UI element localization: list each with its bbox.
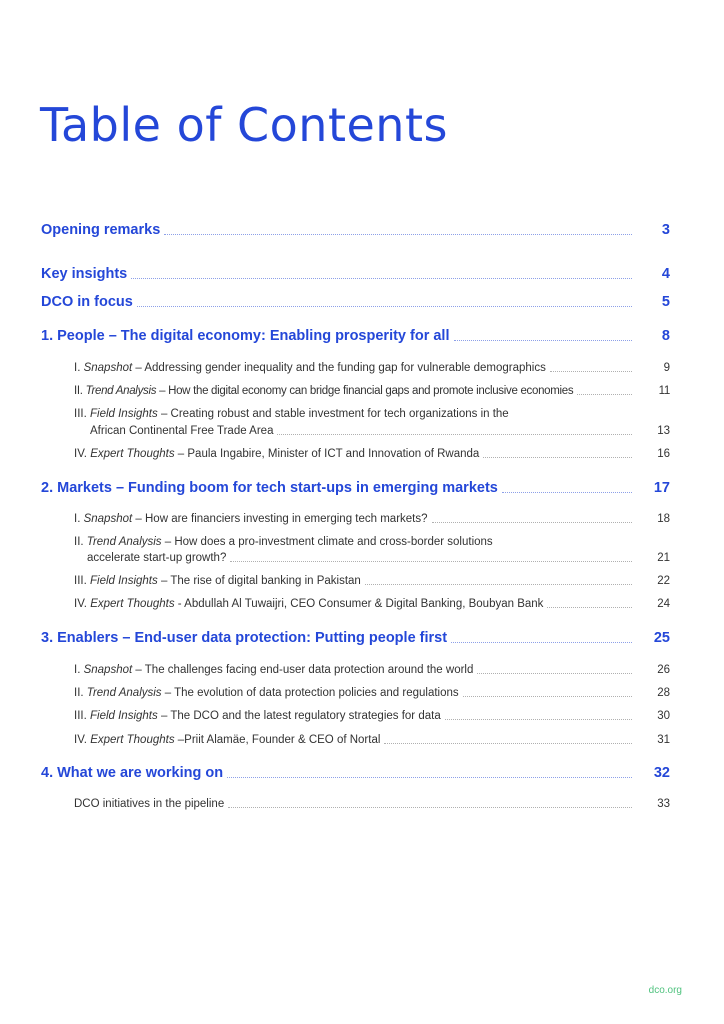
toc-page-number: 26 [657, 664, 670, 676]
toc-subentry-3-4[interactable] [74, 734, 670, 746]
toc-entry-label: Opening remarks [41, 222, 161, 238]
toc-page-number: 13 [657, 425, 670, 437]
dot-leader [277, 434, 632, 435]
toc-page-number: 33 [657, 798, 670, 810]
toc-entry-label: I. Snapshot – The challenges facing end-user data protection around the world [74, 664, 474, 676]
toc-subentry-2-4[interactable] [74, 598, 670, 610]
toc-subentry-3-1[interactable] [74, 664, 670, 676]
toc-subentry-3-2[interactable] [74, 687, 670, 699]
dot-leader [454, 340, 633, 341]
toc-entry-label: DCO initiatives in the pipeline [74, 798, 225, 810]
toc-page-number: 25 [653, 630, 670, 646]
toc-page-number: 31 [657, 734, 670, 746]
toc-page-number: 5 [661, 294, 670, 310]
toc-subentry-1-2[interactable] [74, 385, 670, 397]
toc-subentry-2-2[interactable] [87, 552, 670, 564]
dot-leader [230, 561, 632, 562]
toc-entry-key-insights[interactable] [41, 266, 670, 282]
toc-section-1[interactable] [41, 328, 670, 344]
toc-entry-dco-in-focus[interactable] [41, 294, 670, 310]
toc-page-number: 32 [653, 765, 670, 781]
toc-subentry-2-1[interactable] [74, 513, 670, 525]
toc-entry-opening-remarks[interactable] [41, 222, 670, 238]
dot-leader [164, 234, 632, 235]
toc-page-number: 9 [663, 362, 670, 374]
page-title: Table of Contents [40, 98, 448, 152]
toc-page-number: 11 [658, 385, 670, 397]
dot-leader [577, 394, 632, 395]
toc-section-4[interactable] [41, 765, 670, 781]
toc-entry-label: I. Snapshot – Addressing gender inequality and the funding gap for vulnerable demographics [74, 362, 546, 374]
toc-subentry-1-3[interactable] [90, 425, 670, 437]
toc-subentry-3-3[interactable] [74, 710, 670, 722]
toc-page-number: 16 [657, 448, 670, 460]
toc-subentry-2-2-line1[interactable]: II. Trend Analysis – How does a pro-investment climate and cross-border solutions [74, 536, 493, 548]
dot-leader [547, 607, 632, 608]
toc-entry-label: IV. Expert Thoughts – Paula Ingabire, Minister of ICT and Innovation of Rwanda [74, 448, 480, 460]
toc-page-number: 24 [657, 598, 670, 610]
toc-subentry-1-1[interactable] [74, 362, 670, 374]
toc-subentry-4-1[interactable] [74, 798, 670, 810]
toc-entry-label: I. Snapshot – How are financiers investing in emerging tech markets? [74, 513, 428, 525]
toc-page-number: 22 [657, 575, 670, 587]
toc-page-number: 30 [657, 710, 670, 722]
toc-entry-label: DCO in focus [41, 294, 133, 310]
toc-entry-label: IV. Expert Thoughts - Abdullah Al Tuwaijri, CEO Consumer & Digital Banking, Boubyan Bank [74, 598, 544, 610]
toc-entry-label: III. Field Insights – The DCO and the latest regulatory strategies for data [74, 710, 441, 722]
dot-leader [483, 457, 632, 458]
dot-leader [463, 696, 632, 697]
toc-entry-label: 3. Enablers – End-user data protection: Putting people first [41, 630, 448, 646]
dot-leader [550, 371, 632, 372]
toc-section-2[interactable] [41, 480, 670, 496]
toc-entry-label: accelerate start-up growth? [87, 552, 227, 564]
toc-page-number: 8 [661, 328, 670, 344]
dot-leader [502, 492, 632, 493]
dot-leader [365, 584, 632, 585]
dot-leader [451, 642, 632, 643]
toc-page-number: 28 [657, 687, 670, 699]
toc-entry-label: II. Trend Analysis – The evolution of data protection policies and regulations [74, 687, 459, 699]
toc-entry-label: 2. Markets – Funding boom for tech start-ups in emerging markets [41, 480, 498, 496]
toc-page-number: 3 [661, 222, 670, 238]
toc-page-number: 4 [661, 266, 670, 282]
dot-leader [384, 743, 632, 744]
toc-entry-label: IV. Expert Thoughts –Priit Alamäe, Founder & CEO of Nortal [74, 734, 381, 746]
toc-subentry-1-3-line1[interactable]: III. Field Insights – Creating robust and stable investment for tech organizations in the [74, 408, 509, 420]
toc-entry-label: 1. People – The digital economy: Enabling prosperity for all [41, 328, 450, 344]
toc-subentry-1-4[interactable] [74, 448, 670, 460]
dot-leader [228, 807, 632, 808]
toc-entry-label: African Continental Free Trade Area [90, 425, 274, 437]
footer-website: dco.org [648, 985, 682, 996]
dot-leader [131, 278, 632, 279]
toc-page-number: 18 [657, 513, 670, 525]
dot-leader [445, 719, 632, 720]
dot-leader [137, 306, 632, 307]
toc-page-number: 17 [653, 480, 670, 496]
dot-leader [432, 522, 632, 523]
toc-entry-label: Key insights [41, 266, 128, 282]
toc-entry-label: III. Field Insights – The rise of digital banking in Pakistan [74, 575, 361, 587]
toc-entry-label: 4. What we are working on [41, 765, 224, 781]
toc-entry-label: II. Trend Analysis – How the digital economy can bridge financial gaps and promote inclusive economies [74, 385, 574, 397]
toc-section-3[interactable] [41, 630, 670, 646]
dot-leader [477, 673, 632, 674]
dot-leader [227, 777, 632, 778]
toc-page-number: 21 [657, 552, 670, 564]
toc-subentry-2-3[interactable] [74, 575, 670, 587]
